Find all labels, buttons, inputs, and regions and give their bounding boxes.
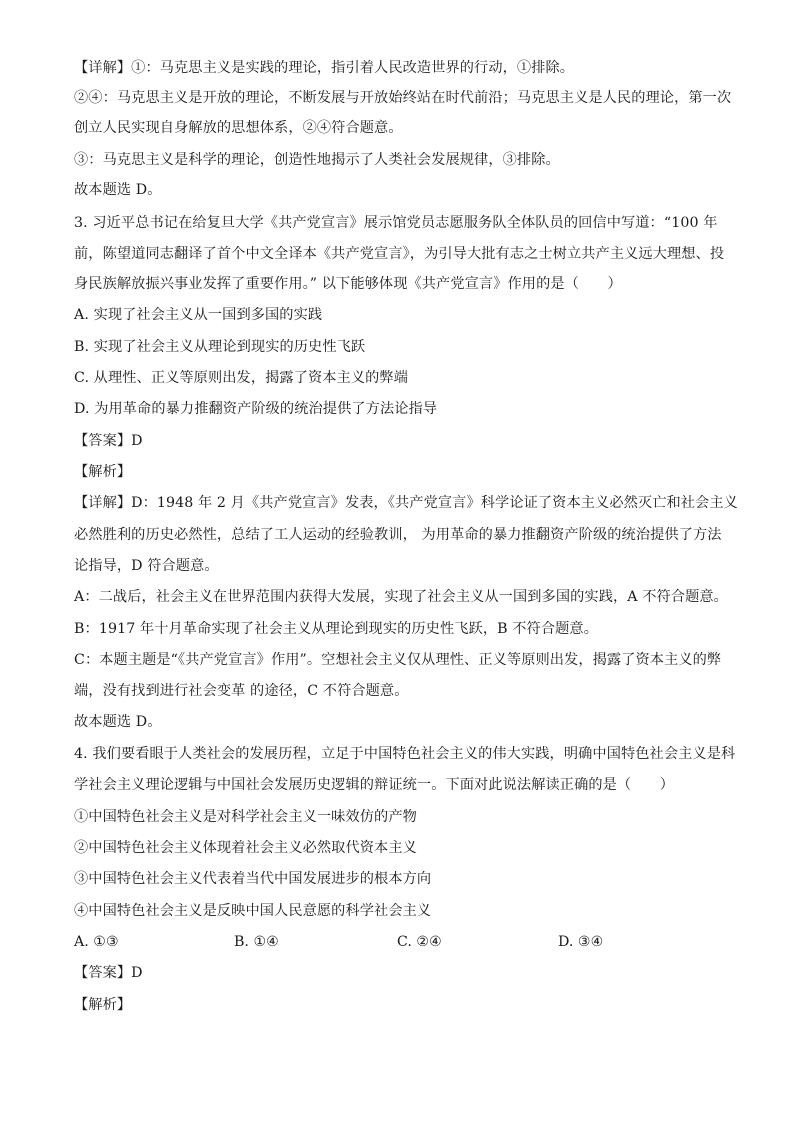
question-3-option-c: C. 从理性、正义等原则出发，揭露了资本主义的弊端 [74,370,408,386]
text-line: B：1917 年十月革命实现了社会主义从理论到现实的历史性飞跃，B 不符合题意。 [74,621,598,637]
text-line: 【详解】D：1948 年 2 月《共产党宣言》发表，《共产党宣言》科学论证了资本主义必然灭亡和社会主义 [74,495,738,511]
question-4-statement: ③中国特色社会主义代表着当代中国发展进步的根本方向 [74,871,432,887]
analysis-label: 【解析】 [74,997,132,1013]
question-3-option-b: B. 实现了社会主义从理论到现实的历史性飞跃 [74,339,366,355]
question-3-option-d: D. 为用革命的暴力推翻资产阶级的统治提供了方法论指导 [74,401,438,417]
question-3-option-a: A. 实现了社会主义从一国到多国的实践 [74,307,323,323]
text-line: 【详解】①：马克思主义是实践的理论，指引着人民改造世界的行动，①排除。 [74,60,575,76]
question-4-option-d: D. ③④ [558,934,604,950]
text-line: ②④：马克思主义是开放的理论，不断发展与开放始终站在时代前沿；马克思主义是人民的理论，第一次 [74,90,732,106]
question-4-option-b: B. ①④ [234,934,279,950]
text-line: 端，没有找到进行社会变革 的途径，C 不符合题意。 [74,683,409,699]
question-4-stem: 4. 我们要看眼于人类社会的发展历程，立足于中国特色社会主义的伟大实践，明确中国特色社会主义是科 [74,746,736,762]
answer-label: 【答案】D [74,965,143,981]
text-line: C：本题主题是“《共产党宣言》作用”。空想社会主义仅从理性、正义等原则出发，揭露了资本主义的弊 [74,652,722,668]
text-line: 创立人民实现自身解放的思想体系，②④符合题意。 [74,120,403,136]
analysis-label: 【解析】 [74,464,132,480]
question-3-stem: 3. 习近平总书记在给复旦大学《共产党宣言》展示馆党员志愿服务队全体队员的回信中写道：“100 年 [74,215,718,231]
text-line: 故本题选 D。 [74,714,162,730]
text-line: ③：马克思主义是科学的理论，创造性地揭示了人类社会发展规律，③排除。 [74,152,560,168]
text-line: 论指导，D 符合题意。 [74,558,219,574]
question-4-statement: ①中国特色社会主义是对科学社会主义一味效仿的产物 [74,809,417,825]
question-3-stem: 前，陈望道同志翻译了首个中文全译本《共产党宣言》，为引导大批有志之士树立共产主义远大理想、投 [74,246,725,262]
text-line: A：二战后，社会主义在世界范围内获得大发展，实现了社会主义从一国到多国的实践，A 不符合题意。 [74,589,728,605]
question-3-stem: 身民族解放振兴事业发挥了重要作用。” 以下能够体现《共产党宣言》作用的是（ ） [74,276,622,292]
question-4-statement: ④中国特色社会主义是反映中国人民意愿的科学社会主义 [74,903,432,919]
question-4-option-a: A. ①③ [74,934,119,950]
text-line: 故本题选 D。 [74,182,162,198]
question-4-stem: 学社会主义理论逻辑与中国社会发展历史逻辑的辩证统一。下面对此说法解读正确的是（ ） [74,777,675,793]
question-4-statement: ②中国特色社会主义体现着社会主义必然取代资本主义 [74,840,417,856]
answer-label: 【答案】D [74,433,143,449]
question-4-option-c: C. ②④ [397,934,442,950]
text-line: 必然胜利的历史必然性，总结了工人运动的经验教训， 为用革命的暴力推翻资产阶级的统治提供了方法 [74,527,722,543]
